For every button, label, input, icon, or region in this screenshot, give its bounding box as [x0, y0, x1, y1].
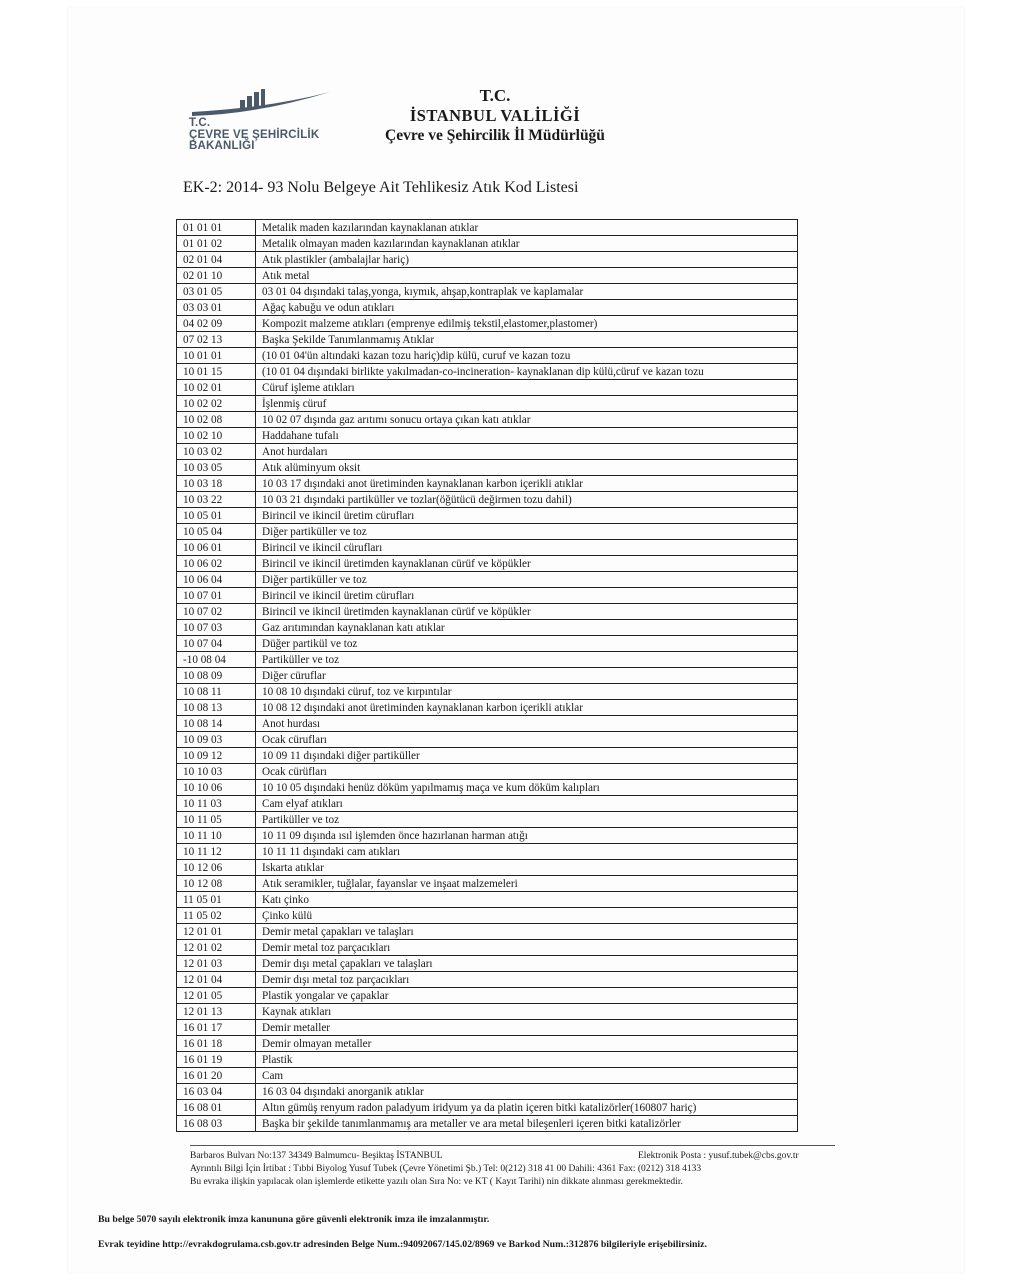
waste-description-cell: Birincil ve ikincil üretim cürufları — [256, 588, 798, 604]
table-row — [177, 380, 798, 396]
waste-code-cell: 10 11 12 — [177, 844, 256, 860]
table-row — [177, 924, 798, 940]
table-row — [177, 252, 798, 268]
table-row — [177, 1116, 798, 1132]
waste-description-cell: (10 01 04'ün altındaki kazan tozu hariç)dip külü, curuf ve kazan tozu — [256, 348, 798, 364]
table-row — [177, 604, 798, 620]
waste-code-cell: 12 01 13 — [177, 1004, 256, 1020]
waste-code-cell: 16 08 01 — [177, 1100, 256, 1116]
table-row — [177, 332, 798, 348]
waste-description-cell: Plastik — [256, 1052, 798, 1068]
waste-description-cell: 10 03 21 dışındaki partiküller ve tozlar(öğütücü değirmen tozu dahil) — [256, 492, 798, 508]
table-row — [177, 444, 798, 460]
waste-description-cell: Altın gümüş renyum radon paladyum iridyum ya da platin içeren bitki katalizörler(160807 hariç) — [256, 1100, 798, 1116]
table-row — [177, 1036, 798, 1052]
waste-code-cell: 16 01 18 — [177, 1036, 256, 1052]
waste-code-table-body — [177, 220, 798, 1132]
table-row — [177, 508, 798, 524]
waste-code-cell: 10 08 13 — [177, 700, 256, 716]
waste-code-cell: 10 02 02 — [177, 396, 256, 412]
waste-code-cell: 10 07 03 — [177, 620, 256, 636]
table-row — [177, 220, 798, 236]
waste-description-cell: Diğer partiküller ve toz — [256, 572, 798, 588]
waste-description-cell: Demir metal çapakları ve talaşları — [256, 924, 798, 940]
waste-description-cell: Gaz arıtımından kaynaklanan katı atıklar — [256, 620, 798, 636]
table-row — [177, 284, 798, 300]
waste-description-cell: Başka Şekilde Tanımlanmamış Atıklar — [256, 332, 798, 348]
waste-code-cell: 01 01 02 — [177, 236, 256, 252]
waste-code-cell: 10 12 08 — [177, 876, 256, 892]
table-row — [177, 716, 798, 732]
waste-description-cell: 10 11 09 dışında ısıl işlemden önce hazırlanan harman atığı — [256, 828, 798, 844]
waste-code-cell: 10 05 01 — [177, 508, 256, 524]
waste-code-cell: 12 01 04 — [177, 972, 256, 988]
table-row — [177, 316, 798, 332]
table-row — [177, 1100, 798, 1116]
waste-code-cell: 10 06 01 — [177, 540, 256, 556]
footer-note: Bu evraka ilişkin yapılacak olan işlemlerde etikette yazılı olan Sıra No: ve KT ( Kayıt Tarihi) nin dikkate alınması gerekmektedir. — [190, 1177, 683, 1187]
e-signature-notice: Bu belge 5070 sayılı elektronik imza kanununa göre güvenli elektronik imza ile imzalanmıştır. — [98, 1214, 490, 1225]
waste-code-cell: 04 02 09 — [177, 316, 256, 332]
waste-description-cell: Katı çinko — [256, 892, 798, 908]
table-row — [177, 876, 798, 892]
waste-code-cell: 12 01 05 — [177, 988, 256, 1004]
waste-description-cell: Birincil ve ikincil cürufları — [256, 540, 798, 556]
waste-code-cell: 10 02 10 — [177, 428, 256, 444]
waste-description-cell: Birincil ve ikincil üretimden kaynaklanan cürüf ve köpükler — [256, 556, 798, 572]
table-row — [177, 764, 798, 780]
table-row — [177, 844, 798, 860]
waste-code-cell: 10 09 12 — [177, 748, 256, 764]
waste-code-cell: 10 07 01 — [177, 588, 256, 604]
waste-description-cell: Birincil ve ikincil üretimden kaynaklanan cürüf ve köpükler — [256, 604, 798, 620]
table-row — [177, 588, 798, 604]
waste-description-cell: Metalik olmayan maden kazılarından kaynaklanan atıklar — [256, 236, 798, 252]
waste-description-cell: 10 11 11 dışındaki cam atıkları — [256, 844, 798, 860]
logo-line-3: BAKANLIĞI — [189, 140, 255, 152]
waste-code-cell: 10 03 02 — [177, 444, 256, 460]
waste-description-cell: Kompozit malzeme atıkları (emprenye edilmiş tekstil,elastomer,plastomer) — [256, 316, 798, 332]
waste-description-cell: 10 08 10 dışındaki cüruf, toz ve kırpıntılar — [256, 684, 798, 700]
waste-code-cell: 12 01 02 — [177, 940, 256, 956]
waste-code-cell: 10 08 09 — [177, 668, 256, 684]
waste-code-cell: 10 03 22 — [177, 492, 256, 508]
waste-description-cell: Birincil ve ikincil üretim cürufları — [256, 508, 798, 524]
table-row — [177, 1068, 798, 1084]
waste-code-cell: 10 06 04 — [177, 572, 256, 588]
document-header — [335, 86, 655, 146]
table-row — [177, 892, 798, 908]
footer-contact: Ayrıntılı Bilgi İçin İrtibat : Tıbbi Biyolog Yusuf Tubek (Çevre Yönetimi Şb.) Tel: 0(212) 318 41 00 Dahili: 4361 Fax: (0212) 318 4133 — [190, 1164, 702, 1174]
waste-description-cell: Kaynak atıkları — [256, 1004, 798, 1020]
table-row — [177, 364, 798, 380]
waste-code-cell: 12 01 03 — [177, 956, 256, 972]
waste-description-cell: 10 02 07 dışında gaz arıtımı sonucu ortaya çıkan katı atıklar — [256, 412, 798, 428]
waste-code-cell: 10 11 10 — [177, 828, 256, 844]
ministry-logo — [188, 86, 348, 166]
table-row — [177, 348, 798, 364]
waste-code-cell: 10 05 04 — [177, 524, 256, 540]
waste-description-cell: Demir metaller — [256, 1020, 798, 1036]
table-row — [177, 908, 798, 924]
table-row — [177, 732, 798, 748]
table-row — [177, 524, 798, 540]
table-row — [177, 684, 798, 700]
table-row — [177, 396, 798, 412]
waste-description-cell: Haddahane tufalı — [256, 428, 798, 444]
waste-code-cell: 10 10 03 — [177, 764, 256, 780]
table-row — [177, 972, 798, 988]
table-row — [177, 620, 798, 636]
waste-description-cell: 10 08 12 dışındaki anot üretiminden kaynaklanan karbon içerikli atıklar — [256, 700, 798, 716]
waste-description-cell: Demir metal toz parçacıkları — [256, 940, 798, 956]
waste-description-cell: Demir olmayan metaller — [256, 1036, 798, 1052]
waste-code-cell: 12 01 01 — [177, 924, 256, 940]
table-row — [177, 556, 798, 572]
waste-code-cell: 10 06 02 — [177, 556, 256, 572]
waste-code-cell: 02 01 04 — [177, 252, 256, 268]
waste-description-cell: Plastik yongalar ve çapaklar — [256, 988, 798, 1004]
table-row — [177, 428, 798, 444]
table-row — [177, 780, 798, 796]
table-row — [177, 1004, 798, 1020]
table-row — [177, 300, 798, 316]
waste-description-cell: Atık alüminyum oksit — [256, 460, 798, 476]
table-row — [177, 812, 798, 828]
table-row — [177, 236, 798, 252]
waste-code-cell: 16 03 04 — [177, 1084, 256, 1100]
waste-code-cell: 10 01 15 — [177, 364, 256, 380]
waste-description-cell: Anot hurdaları — [256, 444, 798, 460]
footer — [190, 1150, 850, 1189]
waste-description-cell: 16 03 04 dışındaki anorganik atıklar — [256, 1084, 798, 1100]
table-row — [177, 412, 798, 428]
waste-description-cell: Başka bir şekilde tanımlanmamış ara metaller ve ara metal bileşenleri içeren bitki katalizörler — [256, 1116, 798, 1132]
waste-description-cell: Iskarta atıklar — [256, 860, 798, 876]
table-row — [177, 700, 798, 716]
waste-code-cell: 03 03 01 — [177, 300, 256, 316]
waste-description-cell: Demir dışı metal toz parçacıkları — [256, 972, 798, 988]
table-row — [177, 748, 798, 764]
table-row — [177, 988, 798, 1004]
waste-code-cell: 11 05 02 — [177, 908, 256, 924]
waste-description-cell: Cüruf işleme atıkları — [256, 380, 798, 396]
waste-description-cell: 10 03 17 dışındaki anot üretiminden kaynaklanan karbon içerikli atıklar — [256, 476, 798, 492]
waste-code-cell: 10 09 03 — [177, 732, 256, 748]
document-title: EK-2: 2014- 93 Nolu Belgeye Ait Tehlikesiz Atık Kod Listesi — [183, 179, 579, 196]
waste-code-cell: 16 01 19 — [177, 1052, 256, 1068]
verification-notice: Evrak teyidine http://evrakdogrulama.csb.gov.tr adresinden Belge Num.:94092067/145.02/8969 ve Barkod Num.:312876 bilgileriyle erişebilirsiniz. — [98, 1239, 707, 1250]
footer-address: Barbaros Bulvarı No:137 34349 Balmumcu- Beşiktaş İSTANBUL — [190, 1151, 443, 1161]
table-row — [177, 940, 798, 956]
waste-code-cell: 10 03 18 — [177, 476, 256, 492]
waste-description-cell: Cam — [256, 1068, 798, 1084]
table-row — [177, 1020, 798, 1036]
table-row — [177, 1052, 798, 1068]
waste-description-cell: Atık seramikler, tuğlalar, fayanslar ve inşaat malzemeleri — [256, 876, 798, 892]
table-row — [177, 668, 798, 684]
table-row — [177, 652, 798, 668]
waste-code-cell: 10 02 01 — [177, 380, 256, 396]
table-row — [177, 268, 798, 284]
footer-divider — [190, 1145, 835, 1146]
waste-code-cell: 16 01 20 — [177, 1068, 256, 1084]
waste-code-cell: 02 01 10 — [177, 268, 256, 284]
waste-code-cell: -10 08 04 — [177, 652, 256, 668]
logo-line-1: T.C. — [189, 117, 211, 129]
waste-code-cell: 16 08 03 — [177, 1116, 256, 1132]
table-row — [177, 796, 798, 812]
waste-description-cell: Ocak cürüfları — [256, 764, 798, 780]
waste-description-cell: Cam elyaf atıkları — [256, 796, 798, 812]
ministry-emblem-icon — [188, 86, 338, 120]
waste-description-cell: İşlenmiş cüruf — [256, 396, 798, 412]
table-row — [177, 460, 798, 476]
waste-description-cell: Atık metal — [256, 268, 798, 284]
table-row — [177, 1084, 798, 1100]
table-row — [177, 860, 798, 876]
waste-description-cell: 10 10 05 dışındaki henüz döküm yapılmamış maça ve kum döküm kalıpları — [256, 780, 798, 796]
table-row — [177, 572, 798, 588]
waste-description-cell: Partiküller ve toz — [256, 652, 798, 668]
table-row — [177, 540, 798, 556]
waste-code-cell: 10 01 01 — [177, 348, 256, 364]
table-row — [177, 492, 798, 508]
waste-code-cell: 10 08 11 — [177, 684, 256, 700]
waste-description-cell: Metalik maden kazılarından kaynaklanan atıklar — [256, 220, 798, 236]
waste-description-cell: 03 01 04 dışındaki talaş,yonga, kıymık, ahşap,kontraplak ve kaplamalar — [256, 284, 798, 300]
logo-line-2: ÇEVRE VE ŞEHİRCİLİK — [189, 128, 320, 141]
waste-description-cell: Atık plastikler (ambalajlar hariç) — [256, 252, 798, 268]
waste-code-cell: 03 01 05 — [177, 284, 256, 300]
table-row — [177, 956, 798, 972]
waste-description-cell: Diğer cüruflar — [256, 668, 798, 684]
header-line-1: T.C. — [479, 86, 511, 105]
waste-code-cell: 07 02 13 — [177, 332, 256, 348]
waste-description-cell: Demir dışı metal çapakları ve talaşları — [256, 956, 798, 972]
footer-email: Elektronik Posta : yusuf.tubek@cbs.gov.tr — [638, 1151, 799, 1161]
waste-description-cell: Ağaç kabuğu ve odun atıkları — [256, 300, 798, 316]
table-row — [177, 828, 798, 844]
waste-code-cell: 10 07 02 — [177, 604, 256, 620]
waste-description-cell: 10 09 11 dışındaki diğer partiküller — [256, 748, 798, 764]
waste-code-cell: 11 05 01 — [177, 892, 256, 908]
waste-description-cell: Partiküller ve toz — [256, 812, 798, 828]
waste-code-cell: 10 11 03 — [177, 796, 256, 812]
waste-description-cell: Ocak cürufları — [256, 732, 798, 748]
waste-description-cell: Düğer partikül ve toz — [256, 636, 798, 652]
waste-description-cell: Çinko külü — [256, 908, 798, 924]
waste-description-cell: Diğer partiküller ve toz — [256, 524, 798, 540]
table-row — [177, 636, 798, 652]
waste-code-cell: 10 12 06 — [177, 860, 256, 876]
waste-description-cell: (10 01 04 dışındaki birlikte yakılmadan-co-incineration- kaynaklanan dip külü,cüruf ve kazan tozu — [256, 364, 798, 380]
waste-description-cell: Anot hurdası — [256, 716, 798, 732]
waste-code-table — [176, 219, 798, 1132]
waste-code-cell: 10 11 05 — [177, 812, 256, 828]
header-line-3: Çevre ve Şehircilik İl Müdürlüğü — [385, 127, 605, 144]
table-row — [177, 476, 798, 492]
waste-code-cell: 10 07 04 — [177, 636, 256, 652]
waste-code-cell: 10 10 06 — [177, 780, 256, 796]
waste-code-cell: 16 01 17 — [177, 1020, 256, 1036]
waste-code-cell: 10 02 08 — [177, 412, 256, 428]
waste-code-cell: 10 08 14 — [177, 716, 256, 732]
header-line-2: İSTANBUL VALİLİĞİ — [409, 106, 581, 125]
waste-code-cell: 01 01 01 — [177, 220, 256, 236]
waste-code-cell: 10 03 05 — [177, 460, 256, 476]
